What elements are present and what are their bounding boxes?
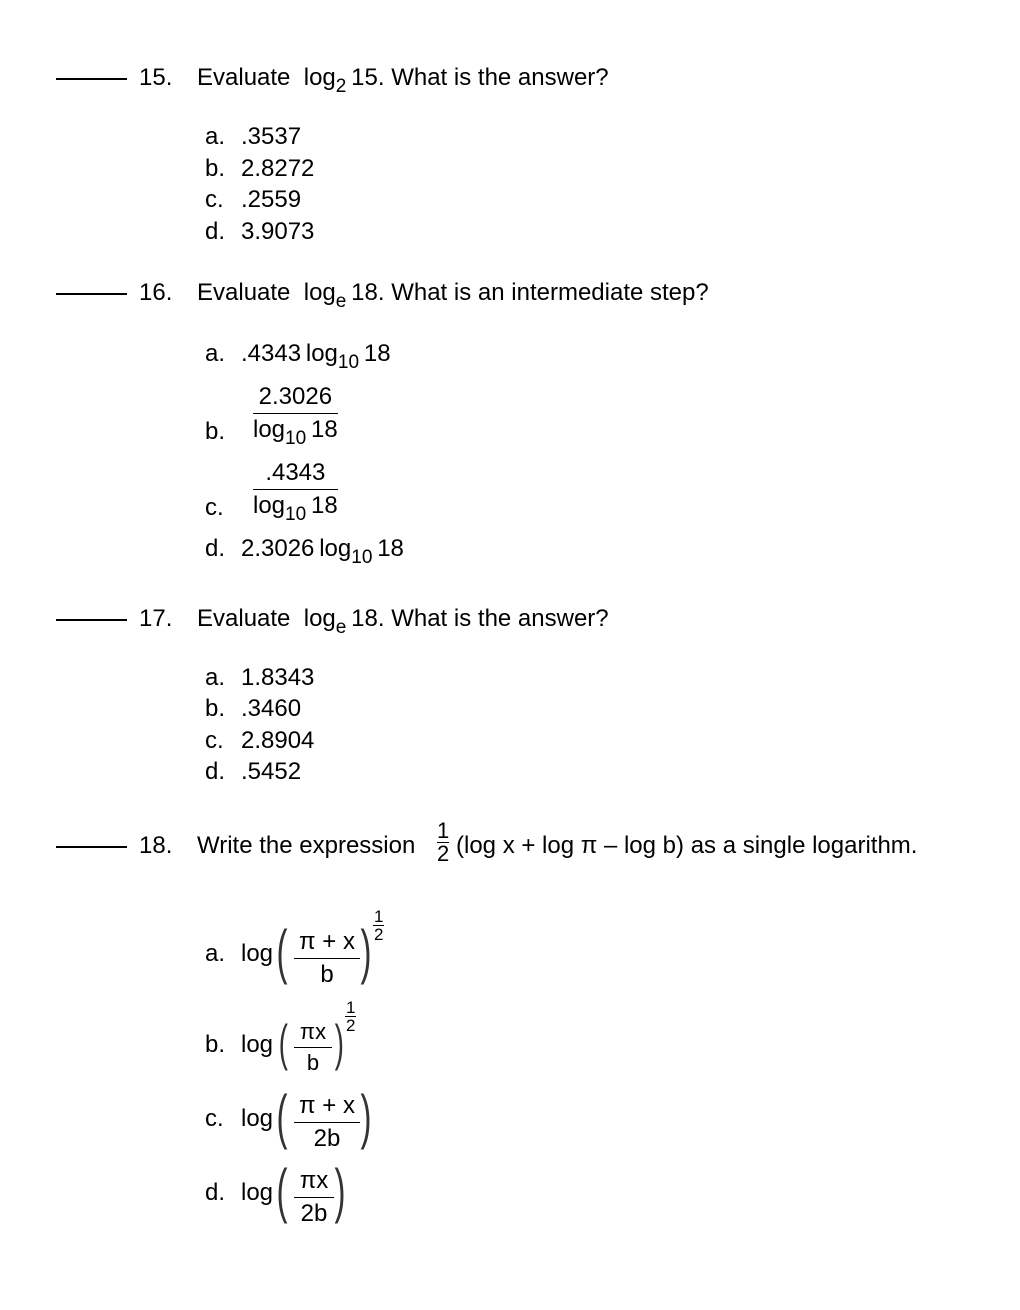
choice-15d[interactable]: d. 3.9073 (205, 218, 315, 245)
choice-16c-fraction[interactable]: $\frac{.4343}{\log_{10} 18}$ (253, 459, 338, 525)
question-prompt: Evaluate $\log_e 18$. What is an intermediate step? (197, 279, 709, 312)
choice-15a[interactable]: a. .3537 (205, 123, 302, 150)
question-number: 17. (139, 605, 173, 632)
choice-18d-fraction: $\frac{\pi x}{2b}$ (294, 1167, 334, 1228)
right-paren: ) (360, 1083, 372, 1150)
half-fraction: 1 2 (437, 818, 450, 866)
question-17 (0, 605, 1020, 645)
choice-17b[interactable]: b. .3460 (205, 695, 302, 722)
choice-16d[interactable]: d. 2.3026 $\log_{10} 18$ (205, 535, 404, 568)
question-18-expression: (log x + log π – log b) as a single logarithm. (456, 832, 918, 859)
exponent-fraction: 1 2 (346, 998, 356, 1035)
choice-15b[interactable]: b. 2.8272 (205, 155, 315, 182)
choice-16c-letter[interactable]: c. (205, 494, 224, 521)
choice-15c[interactable]: c. .2559 (205, 186, 302, 213)
question-15 (0, 64, 1020, 104)
question-number: 16. (139, 279, 173, 306)
choice-17a[interactable]: a. 1.8343 (205, 664, 315, 691)
answer-blank[interactable] (56, 78, 127, 80)
choice-18b[interactable]: b. log (205, 1031, 274, 1058)
question-prompt: Evaluate $\log_e 18$. What is the answer? (197, 605, 609, 638)
left-paren: ( (276, 918, 288, 985)
question-prompt: Evaluate $\log_2 15$. What is the answer? (197, 64, 609, 97)
exponent-fraction: 1 2 (374, 907, 384, 944)
right-paren: ) (360, 918, 372, 985)
choice-16b-fraction[interactable]: $\frac{2.3026}{\log_{10} 18}$ (253, 383, 338, 449)
choice-17c[interactable]: c. 2.8904 (205, 727, 315, 754)
answer-blank[interactable] (56, 619, 127, 621)
question-16 (0, 279, 1020, 319)
left-paren: ( (276, 1157, 288, 1224)
choice-16b-letter[interactable]: b. (205, 418, 226, 445)
answer-blank[interactable] (56, 846, 127, 848)
left-paren: ( (276, 1083, 288, 1150)
right-paren: ) (334, 1015, 344, 1071)
choice-18b-fraction: $\frac{\pi x}{b}$ (294, 1019, 332, 1076)
choice-18c[interactable]: c. log (205, 1105, 274, 1132)
answer-blank[interactable] (56, 293, 127, 295)
right-paren: ) (334, 1157, 346, 1224)
question-prompt-pre: Write the expression (197, 832, 416, 859)
choice-18c-fraction: $\frac{\pi + x}{2b}$ (294, 1092, 360, 1153)
question-number: 15. (139, 64, 173, 91)
choice-16a[interactable]: a. .4343 $\log_{10} 18$ (205, 340, 391, 373)
choice-18a[interactable]: a. log (205, 940, 274, 967)
question-number: 18. (139, 832, 173, 859)
left-paren: ( (278, 1015, 288, 1071)
choice-18d[interactable]: d. log (205, 1179, 274, 1206)
choice-18a-fraction: $\frac{\pi + x}{b}$ (294, 928, 360, 989)
choice-17d[interactable]: d. .5452 (205, 758, 302, 785)
